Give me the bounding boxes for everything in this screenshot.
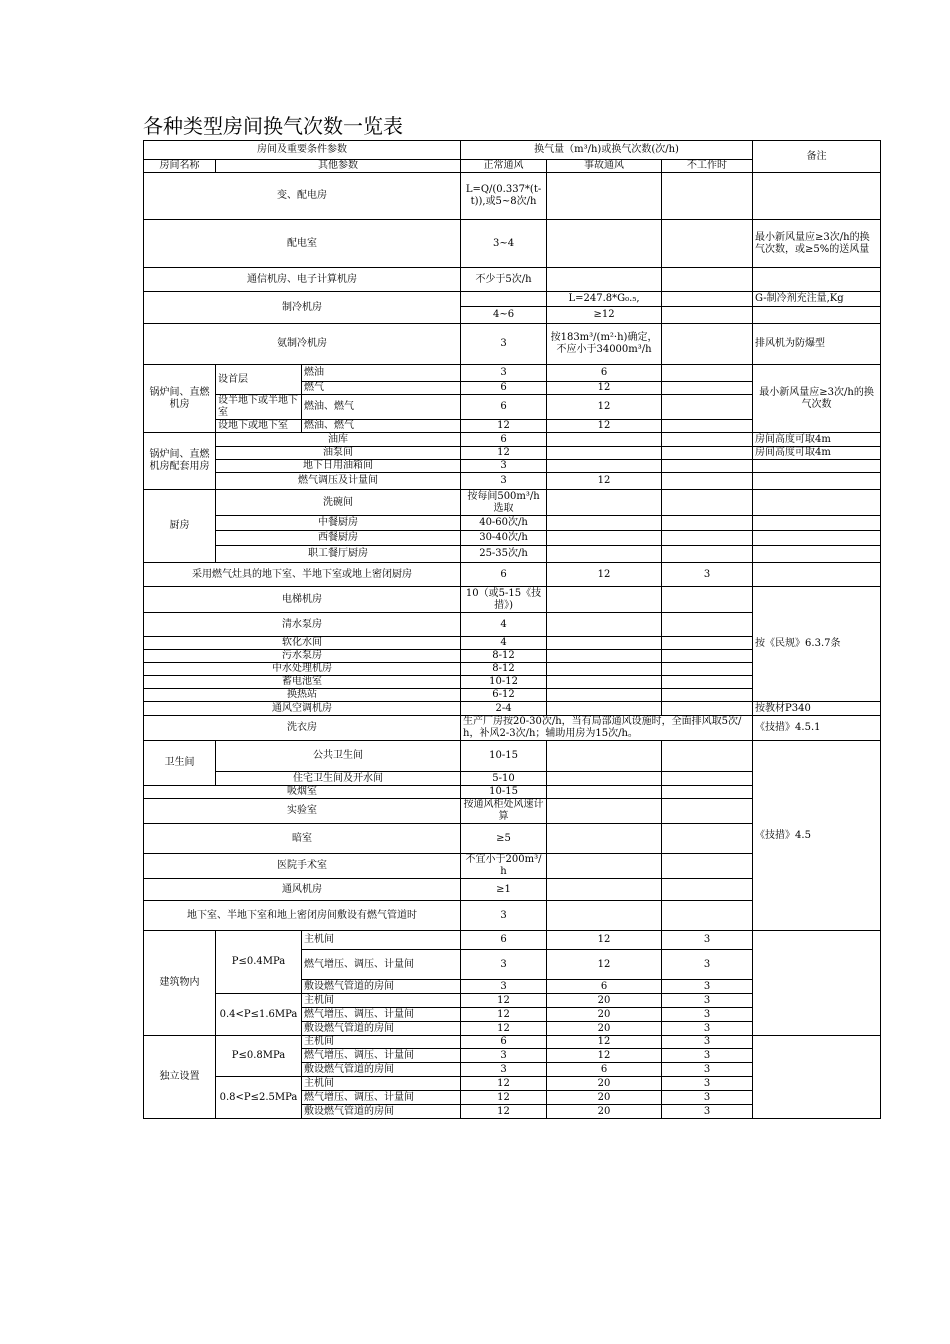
table-cell: 采用燃气灶具的地下室、半地下室或地上密闭厨房 [144, 563, 461, 587]
table-cell: 通信机房、电子计算机房 [144, 268, 461, 292]
table-cell: 12 [461, 1008, 547, 1022]
empty-cell [547, 786, 662, 799]
empty-cell [662, 587, 753, 613]
table-cell: P≤0.4MPa [216, 931, 302, 994]
page-title: 各种类型房间换气次数一览表 [143, 114, 403, 138]
empty-cell [753, 307, 881, 324]
table-row [144, 447, 881, 460]
empty-cell [547, 663, 662, 676]
table-cell: 3 [461, 980, 547, 994]
empty-cell [547, 613, 662, 637]
table-row [144, 141, 881, 160]
table-cell: 按183m³/(m²·h)确定，不应小于34000m³/h [547, 324, 662, 365]
table-cell: 燃油 [302, 365, 461, 382]
table-cell: 软化水间 [144, 637, 461, 650]
table-cell: 3 [662, 980, 753, 994]
table-row [144, 365, 881, 382]
table-cell: 12 [461, 1077, 547, 1091]
table-cell: 通风机房 [144, 879, 461, 901]
empty-cell [547, 650, 662, 663]
table-cell: 不工作时 [662, 160, 753, 173]
empty-cell [662, 663, 753, 676]
table-cell: 燃气调压及计量间 [216, 473, 461, 490]
empty-cell [662, 546, 753, 563]
table-cell: 3 [662, 1036, 753, 1049]
empty-cell [662, 490, 753, 516]
table-cell: 不宜小于200m³/h [461, 854, 547, 879]
table-cell: 配电室 [144, 220, 461, 268]
table-cell: 最小新风量应≥3次/h的换气次数 [753, 365, 881, 433]
table-cell: 氨制冷机房 [144, 324, 461, 365]
table-cell: 暗室 [144, 824, 461, 854]
table-cell: 按每间500m³/h选取 [461, 490, 547, 516]
table-row [144, 268, 881, 292]
table-row [144, 473, 881, 490]
empty-cell [547, 220, 662, 268]
empty-cell [662, 268, 753, 292]
table-row [144, 546, 881, 563]
table-cell: 3~4 [461, 220, 547, 268]
table-cell: 主机间 [302, 994, 461, 1008]
table-cell: 10-12 [461, 676, 547, 689]
empty-cell [547, 460, 662, 473]
table-cell: 敷设燃气管道的房间 [302, 1105, 461, 1119]
table-cell: 锅炉间、直燃机房 [144, 365, 216, 433]
empty-cell [662, 824, 753, 854]
table-cell: 《技措》4.5.1 [753, 716, 881, 741]
empty-cell [547, 490, 662, 516]
empty-cell [547, 854, 662, 879]
table-cell: 10-15 [461, 786, 547, 799]
table-row [144, 490, 881, 516]
table-cell: 3 [662, 950, 753, 980]
table-cell: 蓄电池室 [144, 676, 461, 689]
empty-cell [753, 531, 881, 546]
table-cell: 10（或5-15《技措》) [461, 587, 547, 613]
table-cell: 燃油、燃气 [302, 395, 461, 420]
table-cell: 3 [662, 1022, 753, 1036]
table-cell: 主机间 [302, 1036, 461, 1049]
table-cell: 12 [461, 1022, 547, 1036]
table-cell: 变、配电房 [144, 173, 461, 220]
table-cell: 中餐厨房 [216, 516, 461, 531]
empty-cell [662, 741, 753, 772]
table-cell: 房间高度可取4m [753, 433, 881, 447]
empty-cell [662, 365, 753, 382]
table-cell: 敷设燃气管道的房间 [302, 980, 461, 994]
table-cell: 4 [461, 613, 547, 637]
empty-cell [547, 433, 662, 447]
air-change-table [143, 140, 881, 1119]
table-cell: 敷设燃气管道的房间 [302, 1063, 461, 1077]
table-cell: 房间名称 [144, 160, 216, 173]
table-row [144, 460, 881, 473]
table-row [144, 563, 881, 587]
table-cell: 建筑物内 [144, 931, 216, 1036]
table-cell: 20 [547, 1105, 662, 1119]
empty-cell [547, 587, 662, 613]
table-cell: 12 [547, 473, 662, 490]
table-cell: 公共卫生间 [216, 741, 461, 772]
empty-cell [753, 268, 881, 292]
table-cell: 设半地下或半地下室 [216, 395, 302, 420]
table-row [144, 173, 881, 220]
table-cell: 12 [547, 950, 662, 980]
table-cell: 燃气增压、调压、计量间 [302, 1049, 461, 1063]
empty-cell [753, 173, 881, 220]
table-cell: 房间及重要条件参数 [144, 141, 461, 160]
empty-cell [662, 292, 753, 307]
table-cell: 3 [461, 1049, 547, 1063]
empty-cell [662, 447, 753, 460]
empty-cell [547, 516, 662, 531]
table-cell: 制冷机房 [144, 292, 461, 324]
table-cell: 2-4 [461, 702, 547, 716]
table-cell: 3 [662, 1091, 753, 1105]
table-cell: 清水泵房 [144, 613, 461, 637]
empty-cell [547, 447, 662, 460]
table-cell: 3 [461, 901, 547, 931]
table-cell: 地下室、半地下室和地上密闭房间敷设有燃气管道时 [144, 901, 461, 931]
table-cell: 污水泵房 [144, 650, 461, 663]
table-cell: 按通风柜处风速计算 [461, 799, 547, 824]
table-cell: 敷设燃气管道的房间 [302, 1022, 461, 1036]
empty-cell [547, 268, 662, 292]
table-cell: 12 [547, 1036, 662, 1049]
table-cell: 主机间 [302, 931, 461, 950]
empty-cell [547, 799, 662, 824]
empty-cell [547, 901, 662, 931]
empty-cell [662, 382, 753, 395]
table-cell: 8-12 [461, 663, 547, 676]
table-cell: 6 [461, 563, 547, 587]
empty-cell [662, 420, 753, 433]
table-cell: 锅炉间、直燃机房配套用房 [144, 433, 216, 490]
table-cell: 20 [547, 1022, 662, 1036]
table-cell: L=247.8*G₀.₅, [547, 292, 662, 307]
empty-cell [547, 676, 662, 689]
table-cell: 3 [662, 563, 753, 587]
empty-cell [547, 173, 662, 220]
table-cell: 电梯机房 [144, 587, 461, 613]
empty-cell [753, 563, 881, 587]
table-cell: 6 [547, 980, 662, 994]
table-cell: 实验室 [144, 799, 461, 824]
table-cell: 燃气 [302, 382, 461, 395]
empty-cell [753, 490, 881, 516]
table-cell: 3 [662, 1049, 753, 1063]
empty-cell [753, 473, 881, 490]
empty-cell [662, 324, 753, 365]
table-cell: 燃气增压、调压、计量间 [302, 950, 461, 980]
empty-cell [753, 460, 881, 473]
table-cell: 12 [547, 931, 662, 950]
table-row [144, 220, 881, 268]
table-cell: 40-60次/h [461, 516, 547, 531]
table-cell: 20 [547, 1091, 662, 1105]
empty-cell [547, 531, 662, 546]
table-cell: 职工餐厅厨房 [216, 546, 461, 563]
table-cell: 《技措》4.5 [753, 741, 881, 931]
table-cell: 30-40次/h [461, 531, 547, 546]
table-row [144, 741, 881, 772]
table-cell: G-制冷剂充注量,Kg [753, 292, 881, 307]
table-cell: 备注 [753, 141, 881, 173]
empty-cell [662, 516, 753, 531]
table-cell: 通风空调机房 [144, 702, 461, 716]
empty-cell [662, 173, 753, 220]
table-cell: 3 [461, 473, 547, 490]
table-cell: 住宅卫生间及开水间 [216, 772, 461, 786]
empty-cell [662, 307, 753, 324]
table-cell: 燃气增压、调压、计量间 [302, 1008, 461, 1022]
table-cell: 12 [461, 420, 547, 433]
table-cell: 6 [547, 365, 662, 382]
table-cell: 4 [461, 637, 547, 650]
table-cell: 独立设置 [144, 1036, 216, 1119]
empty-cell [662, 702, 753, 716]
table-cell: 5-10 [461, 772, 547, 786]
empty-cell [662, 854, 753, 879]
table-cell: 12 [547, 563, 662, 587]
table-cell: 厨房 [144, 490, 216, 563]
table-cell: 设首层 [216, 365, 302, 395]
table-cell: ≥12 [547, 307, 662, 324]
table-cell: 6 [547, 1063, 662, 1077]
table-cell: 生产厂房按20-30次/h，当有局部通风设施时，全面排风取5次/h，补风2-3次/h；辅助用房为15次/h。 [461, 716, 753, 741]
empty-cell [547, 824, 662, 854]
table-cell: 12 [547, 1049, 662, 1063]
table-cell: 6 [461, 931, 547, 950]
empty-cell [662, 460, 753, 473]
table-cell: 12 [547, 395, 662, 420]
table-cell: 25-35次/h [461, 546, 547, 563]
empty-cell [662, 433, 753, 447]
table-cell: 3 [461, 365, 547, 382]
table-cell: 设地下或地下室 [216, 420, 302, 433]
table-cell: 8-12 [461, 650, 547, 663]
empty-cell [662, 613, 753, 637]
table-cell: 3 [461, 1063, 547, 1077]
table-cell: 排风机为防爆型 [753, 324, 881, 365]
empty-cell [662, 676, 753, 689]
table-cell: 按教材P340 [753, 702, 881, 716]
empty-cell [753, 931, 881, 1036]
table-cell: 6 [461, 1036, 547, 1049]
table-cell: 3 [461, 460, 547, 473]
table-cell: 燃气增压、调压、计量间 [302, 1091, 461, 1105]
table-cell: 不少于5次/h [461, 268, 547, 292]
empty-cell [662, 879, 753, 901]
table-cell: 3 [662, 1077, 753, 1091]
table-row [144, 702, 881, 716]
table-cell: 卫生间 [144, 741, 216, 786]
table-cell: 按《民规》6.3.7条 [753, 587, 881, 702]
table-body [144, 141, 881, 1119]
table-cell: 正常通风 [461, 160, 547, 173]
empty-cell [662, 650, 753, 663]
empty-cell [662, 689, 753, 702]
table-cell: 6 [461, 395, 547, 420]
table-cell: 0.8<P≤2.5MPa [216, 1077, 302, 1119]
empty-cell [662, 531, 753, 546]
table-cell: 12 [461, 994, 547, 1008]
empty-cell [662, 901, 753, 931]
empty-cell [547, 772, 662, 786]
table-row [144, 531, 881, 546]
table-cell: 12 [547, 420, 662, 433]
table-cell: 换热站 [144, 689, 461, 702]
table-cell: L=Q/(0.337*(t-t)),或5~8次/h [461, 173, 547, 220]
table-cell: 12 [461, 1105, 547, 1119]
table-row [144, 516, 881, 531]
table-cell: 洗碗间 [216, 490, 461, 516]
table-cell: 中水处理机房 [144, 663, 461, 676]
table-cell: ≥1 [461, 879, 547, 901]
empty-cell [461, 292, 547, 307]
table-cell: 20 [547, 1077, 662, 1091]
empty-cell [547, 879, 662, 901]
table-cell: 10-15 [461, 741, 547, 772]
table-row [144, 324, 881, 365]
table-cell: 洗衣房 [144, 716, 461, 741]
table-cell: 12 [461, 1091, 547, 1105]
empty-cell [753, 516, 881, 531]
table-row [144, 433, 881, 447]
table-cell: 房间高度可取4m [753, 447, 881, 460]
table-cell: 6 [461, 433, 547, 447]
empty-cell [662, 799, 753, 824]
table-cell: 主机间 [302, 1077, 461, 1091]
table-cell: 医院手术室 [144, 854, 461, 879]
empty-cell [547, 637, 662, 650]
table-cell: 3 [461, 324, 547, 365]
table-cell: 吸烟室 [144, 786, 461, 799]
table-cell: 3 [461, 950, 547, 980]
table-cell: 油库 [216, 433, 461, 447]
table-cell: 12 [547, 382, 662, 395]
table-row [144, 587, 881, 613]
empty-cell [662, 786, 753, 799]
table-cell: 20 [547, 994, 662, 1008]
table-cell: 0.4<P≤1.6MPa [216, 994, 302, 1036]
table-row [144, 1036, 881, 1049]
empty-cell [753, 546, 881, 563]
table-cell: 3 [662, 1105, 753, 1119]
empty-cell [662, 395, 753, 420]
table-cell: 其他参数 [216, 160, 461, 173]
empty-cell [547, 689, 662, 702]
empty-cell [662, 220, 753, 268]
table-cell: 12 [461, 447, 547, 460]
table-row [144, 931, 881, 950]
table-cell: 地下日用油箱间 [216, 460, 461, 473]
table-cell: 6 [461, 382, 547, 395]
empty-cell [547, 702, 662, 716]
empty-cell [662, 637, 753, 650]
empty-cell [753, 1036, 881, 1119]
table-cell: 燃油、燃气 [302, 420, 461, 433]
table-cell: 油泵间 [216, 447, 461, 460]
empty-cell [662, 473, 753, 490]
table-cell: 20 [547, 1008, 662, 1022]
table-cell: 3 [662, 931, 753, 950]
empty-cell [662, 772, 753, 786]
table-cell: P≤0.8MPa [216, 1036, 302, 1077]
table-cell: 3 [662, 1063, 753, 1077]
table-row [144, 716, 881, 741]
table-cell: 西餐厨房 [216, 531, 461, 546]
table-cell: 4~6 [461, 307, 547, 324]
table-row [144, 292, 881, 307]
table-cell: 最小新风量应≥3次/h的换气次数，或≥5%的送风量 [753, 220, 881, 268]
table-cell: 事故通风 [547, 160, 662, 173]
table-cell: 3 [662, 1008, 753, 1022]
table-cell: 3 [662, 994, 753, 1008]
empty-cell [547, 546, 662, 563]
table-cell: 6-12 [461, 689, 547, 702]
table-cell: 换气量（m³/h)或换气次数(次/h) [461, 141, 753, 160]
empty-cell [547, 741, 662, 772]
table-cell: ≥5 [461, 824, 547, 854]
